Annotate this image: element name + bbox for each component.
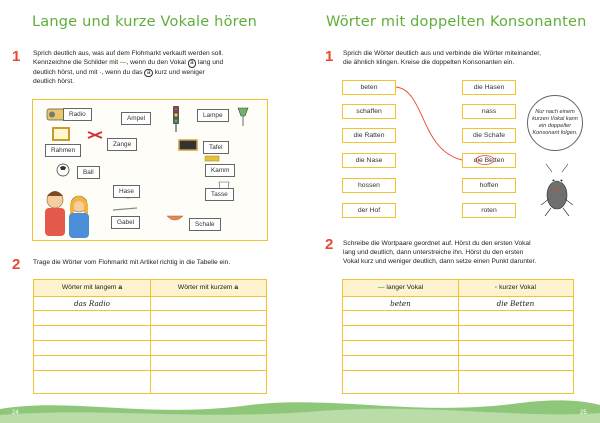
instr-fragment: kurz und weniger: [154, 68, 205, 76]
instr-line: lang und deutlich, dann unterstreiche ihn. Hörst du den ersten: [343, 249, 524, 256]
header-label: Wörter mit kurzem: [177, 284, 233, 291]
instr-line: Schreibe die Wortpaare geordnet auf. Hörst du den ersten Vokal: [343, 240, 531, 247]
instr-line: die ähnlich klingen. Kreise die doppelten Konsonanten ein.: [343, 59, 515, 66]
sign-rahmen: Rahmen: [45, 144, 81, 157]
connector-line-beten-betten: [396, 87, 462, 160]
page-number-left: 24: [12, 410, 19, 416]
long-marker: —: [377, 284, 385, 291]
task-number-2-left: 2: [12, 256, 21, 273]
instr-line: Sprich deutlich aus, was auf dem Flohmarkt verkauft werden soll.: [33, 50, 224, 57]
instr-fragment: lang und: [197, 59, 224, 66]
page-number-right: 25: [580, 410, 587, 416]
header-vowel: a: [118, 284, 123, 291]
right-answer-table: [342, 279, 574, 394]
instr-line: deutlich hörst.: [33, 78, 75, 85]
instr-fragment: deutlich hörst, und mit ·, wenn du das: [33, 68, 143, 76]
sign-kamm: Kamm: [205, 164, 235, 177]
instr-line: Vokal kurz und weniger deutlich, dann setze einen Punkt darunter.: [343, 258, 537, 265]
sign-ampel: Ampel: [121, 112, 151, 125]
sign-tafel: Tafel: [203, 141, 229, 154]
right-page-title: Wörter mit doppelten Konsonanten: [326, 14, 587, 30]
tip-text: Nur nach einem kurzen Vokal kann ein doppelter Konsonant folgen.: [532, 108, 578, 137]
task-number-1-left: 1: [12, 48, 21, 65]
table-cell-example: das Radio: [74, 299, 110, 308]
instr-fragment: , wenn du den Vokal: [126, 59, 186, 66]
header-long-vowel: [343, 284, 458, 291]
bug-mascot-icon: [547, 181, 567, 209]
tip-bubble: [527, 95, 583, 151]
vowel-pill: a: [144, 69, 152, 78]
word-left-1: beten: [342, 80, 396, 95]
sign-tasse: Tasse: [205, 188, 234, 201]
task-number-2-right: 2: [325, 236, 334, 253]
sign-radio: Radio: [63, 108, 92, 121]
long-marker: —: [119, 59, 127, 66]
header-label: langer Vokal: [386, 284, 424, 291]
word-left-2: schaffen: [342, 104, 396, 119]
word-right-1: die Hasen: [462, 80, 516, 95]
task-number-1-right: 1: [325, 48, 334, 65]
header-vowel: a: [234, 284, 239, 291]
sign-hase: Hase: [113, 185, 140, 198]
short-marker: ·: [495, 284, 498, 291]
table-cell-example: die Betten: [496, 299, 535, 308]
double-consonant-circle: [476, 156, 494, 165]
bottom-wave-decoration: [0, 395, 600, 423]
sign-zange: Zange: [107, 138, 137, 151]
word-left-4: die Nase: [342, 153, 396, 168]
sign-ball: Ball: [77, 166, 100, 179]
instr-fragment: Kennzeichne die Schilder mit: [33, 59, 119, 66]
header-short-vowel: [458, 284, 573, 291]
word-right-2: nass: [462, 104, 516, 119]
word-right-6: roten: [462, 203, 516, 218]
word-left-6: der Hof: [342, 203, 396, 218]
right-task2-instructions: [343, 239, 583, 266]
header-label: Wörter mit langem: [61, 284, 117, 291]
word-right-3: die Schafe: [462, 128, 516, 143]
sign-gabel: Gabel: [111, 216, 140, 229]
word-right-4: die Betten: [462, 153, 516, 168]
left-task2-instructions: Trage die Wörter vom Flohmarkt mit Artikel richtig in die Tabelle ein.: [33, 259, 231, 266]
instr-line: Sprich die Wörter deutlich aus und verbinde die Wörter miteinander,: [343, 50, 541, 57]
header-label: kurzer Vokal: [499, 284, 536, 291]
word-left-5: hossen: [342, 178, 396, 193]
sign-lampe: Lampe: [197, 109, 229, 122]
sign-schale: Schale: [189, 218, 221, 231]
word-left-3: die Ratten: [342, 128, 396, 143]
word-right-5: hoffen: [462, 178, 516, 193]
left-page-title: Lange und kurze Vokale hören: [32, 14, 257, 30]
vowel-pill: a: [188, 59, 196, 68]
table-cell-example: beten: [390, 299, 411, 308]
